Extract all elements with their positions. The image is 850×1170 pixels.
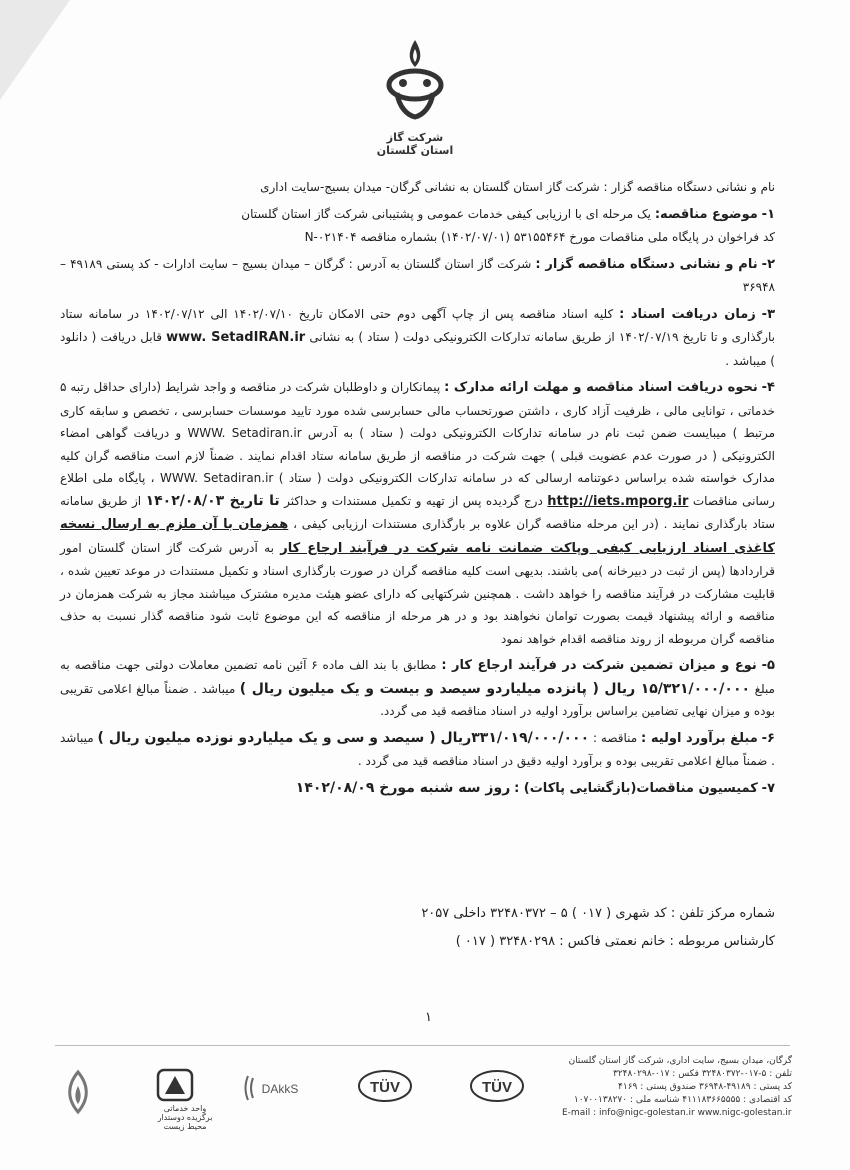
footer-web: E-mail : info@nigc-golestan.ir www.nigc-golestan.ir xyxy=(562,1108,792,1118)
setad-url[interactable]: www. SetadIRAN.ir xyxy=(166,330,306,345)
environment-badge-label: واحد خدماتی برگزیده دوستدار محیط زیست xyxy=(157,1104,213,1131)
section-text: قابل دریافت ( دانلود ) میباشد . xyxy=(60,330,775,368)
section-text: کلیه اسناد مناقصه پس از چاپ آگهی دوم حتی الامکان تاریخ ۱۴۰۲/۰۷/۱۰ الی ۱۴۰۲/۰۷/۱۲ در سامانه ستاد بارگذاری و تا تاریخ ۱۴۰۲/۰۷/۱۹ از طریق سامانه تدارکات الکترونیکی دولت ( ستاد ) به نشانی xyxy=(60,306,775,344)
section-text: کد فراخوان در پایگاه ملی مناقصات مورخ ۵۳۱۵۵۴۶۴ (۱۴۰۲/۰۷/۰۱) بشماره مناقصه N-۰۲۱۴۰۴ xyxy=(304,230,775,244)
section-3 xyxy=(60,303,775,373)
flame-logo-icon xyxy=(385,35,445,130)
document-body xyxy=(60,176,775,804)
section-1 xyxy=(60,203,775,249)
section-number: ۵- xyxy=(761,658,775,673)
section-2 xyxy=(60,253,775,299)
footer-ids: کد اقتصادی : ۴۱۱۱۸۳۶۶۵۵۵۵ شناسه ملی : ۱۰۷۰۰۱۳۸۲۷۰ xyxy=(573,1095,792,1105)
tuv-icon xyxy=(350,1068,420,1108)
footer-flame-logo xyxy=(58,1068,98,1118)
section-text: یک مرحله ای با ارزیابی کیفی خدمات عمومی و پشتیبانی شرکت گاز استان گلستان xyxy=(241,206,652,221)
page-number: ۱ xyxy=(425,1010,432,1025)
section-number: ۶- xyxy=(761,730,775,746)
section-title: موضوع مناقصه: xyxy=(654,206,758,222)
environment-badge xyxy=(150,1068,220,1131)
expert-line: کارشناس مربوطه : خانم نعمتی فاکس : ۳۲۴۸۰۲۹۸ ( ۰۱۷ ) xyxy=(455,934,775,949)
footer-tel: تلفن : ۵-۰۱۷-۳۲۴۸۰۳۷۲ فکس : ۰۱۷-۳۲۴۸۰۲۹۸ xyxy=(613,1069,792,1079)
section-title: کمیسیون مناقصات(بازگشایی پاکات) : xyxy=(514,780,758,796)
company-logo-text: شرکت گاز استان گلستان xyxy=(376,131,454,157)
section-text: مناقصه : xyxy=(593,730,638,745)
guarantee-amount: ۱۵/۳۲۱/۰۰۰/۰۰۰ ریال ( پانزده میلیاردو سیصد و بیست و یک میلیون ریال ) xyxy=(239,680,751,697)
section-5 xyxy=(60,654,775,723)
tuv-badge-2 xyxy=(350,1068,420,1118)
dakks-icon xyxy=(240,1068,310,1108)
company-logo xyxy=(375,35,455,157)
estimate-amount: ۳۳۱/۰۱۹/۰۰۰/۰۰۰ریال ( سیصد و سی و یک میلیاردو نوزده میلیون ریال ) xyxy=(97,729,590,746)
section-number: ۴- xyxy=(761,380,775,395)
section-title: زمان دریافت اسناد : xyxy=(619,306,756,322)
section-number: ۷- xyxy=(761,780,775,796)
phone-line: شماره مرکز تلفن : کد شهری ( ۰۱۷ ) ۵ – ۳۲۴۸۰۳۷۲ داخلی ۲۰۵۷ xyxy=(421,906,775,921)
section-text: به آدرس شرکت گاز استان گلستان امور قراردادها (پس از ثبت در دبیرخانه )می باشند. بدیهی است کلیه مناقصه گران در صورت بارگذاری اسناد و تکمیل مستندات در موعد تعیین شده ، قابلیت مشارکت در فرآیند مناقصه را خواهد داشت . همچنین شرکتهایی که دارای عضو هیئت مدیره مشترک میباشند مجاز به شرکت همزمان در مناقصه و ارائه پیشنهاد قیمت بصورت توامان نخواهند بود و در هر مرحله از مناقصه که این موضوع ثابت شود مناقصه گذار نسبت به حذف مناقصه گران مربوطه از روند مناقصه اقدام خواهد نمود xyxy=(60,540,775,646)
folded-corner xyxy=(0,0,70,100)
tuv-badge-1 xyxy=(462,1068,532,1118)
section-4 xyxy=(60,376,775,650)
footer-postal: کد پستی : ۴۹۱۸۹-۳۶۹۴۸ صندوق پستی : ۴۱۶۹ xyxy=(618,1082,792,1092)
section-text: مطابق با بند الف ماده ۶ آئین نامه تضمین معاملات دولتی جهت مناقصه به مبلغ xyxy=(60,658,775,696)
tuv-label: TÜV xyxy=(482,1079,512,1096)
section-text: درج گردیده پس از تهیه و تکمیل مستندات و حداکثر xyxy=(284,493,543,508)
iets-url[interactable]: http://iets.mporg.ir xyxy=(547,493,689,509)
section-text: از طریق سامانه ستاد بارگذاری نمایند . (در این مرحله مناقصه گران علاوه بر بارگذاری مستندات ارزیابی کیفی ، xyxy=(60,493,775,531)
section-7 xyxy=(60,777,775,801)
footer-address: گرگان، میدان بسیج، سایت اداری، شرکت گاز استان گلستان xyxy=(568,1056,792,1066)
dakks-badge xyxy=(240,1068,310,1118)
section-number: ۳- xyxy=(761,306,775,322)
section-text: میباشد . ضمناً مبالغ اعلامی تقریبی بوده و میزان نهایی تضامین براساس برآورد اولیه در اسناد مناقصه قید می گردد. xyxy=(60,681,775,718)
section-text: میباشد . ضمناً مبالغ اعلامی تقریبی بوده و برآورد اولیه دقیق در اسناد مناقصه قید می گردد . xyxy=(60,730,775,768)
section-text: پیمانکاران و داوطلبان شرکت در مناقصه و واجد شرایط (دارای حداقل رتبه ۵ خدماتی ، توانایی مالی ، ظرفیت آزاد کاری ، داشتن صورتحساب مالی حسابرسی شده مورد تایید موسسات حسابرسی ، تخصص و سابقه کاری مرتبط ) میبایست ضمن ثبت نام در سامانه تدارکات الکترونیکی دولت ( ستاد ) به آدرس WWW. Setadiran.ir و دریافت گواهی امضاء الکترونیکی ( در صورت عدم عضویت قبلی ) جهت شرکت در مناقصه از طریق سامانه ستاد اقدام نمایند . ضمناً لازم است مناقصه گران کلیه مدارک خواسته شده براساس دعوتنامه ارسالی که در سامانه تدارکات الکترونیکی دولت ( ستاد ) WWW. Setadiran.ir ، پایگاه ملی اطلاع رسانی مناقصات xyxy=(60,380,776,508)
section-title: نام و نشانی دستگاه مناقصه گزار : xyxy=(535,256,758,272)
section-text: شرکت گاز استان گلستان به آدرس : گرگان – میدان بسیج – سایت ادارات - کد پستی ۴۹۱۸۹ – ۳۶۹۴۸ xyxy=(60,256,775,294)
footer-address-block xyxy=(562,1055,792,1120)
dakks-label: DAkkS xyxy=(261,1082,299,1096)
section-title: نحوه دریافت اسناد مناقصه و مهلت ارائه مدارک : xyxy=(444,380,758,395)
section-title: نوع و میزان تضمین شرکت در فرآیند ارجاع کار : xyxy=(441,658,757,673)
section-number: ۲- xyxy=(761,256,775,272)
intro-line: نام و نشانی دستگاه مناقصه گزار : شرکت گاز استان گلستان به نشانی گرگان- میدان بسیج-سایت اداری xyxy=(260,180,775,194)
tuv-icon xyxy=(462,1068,532,1108)
deadline-date: تا تاریخ ۱۴۰۲/۰۸/۰۳ xyxy=(145,492,280,509)
section-6 xyxy=(60,727,775,773)
section-title: مبلغ برآورد اولیه : xyxy=(641,730,758,746)
contact-info xyxy=(421,900,775,956)
paper-copy-requirement: همزمان با آن ملزم به ارسال نسخه کاغذی اسناد ارزیابی کیفی وپاکت ضمانت نامه شرکت در فرآیند ارجاع کار xyxy=(60,517,775,556)
section-number: ۱- xyxy=(761,206,775,222)
flame-logo-icon xyxy=(58,1068,98,1118)
tuv-label: TÜV xyxy=(370,1079,400,1096)
opening-date: روز سه شنبه مورخ ۱۴۰۲/۰۸/۰۹ xyxy=(295,779,511,796)
environment-emblem-icon xyxy=(150,1068,200,1104)
footer-divider xyxy=(55,1045,790,1046)
